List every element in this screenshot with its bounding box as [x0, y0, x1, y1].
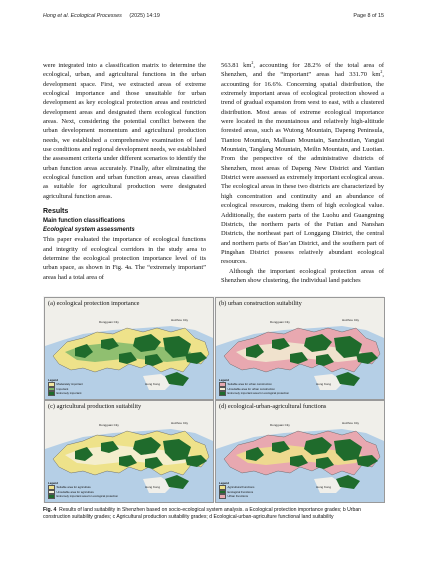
place-label: Hong Kong	[316, 382, 332, 386]
legend-item	[219, 391, 289, 396]
figure-4	[43, 296, 384, 503]
right-column	[221, 61, 384, 285]
legend-item	[48, 391, 83, 396]
legend-item	[48, 494, 118, 499]
map-legend	[219, 482, 254, 499]
legend-item	[219, 494, 254, 499]
place-label: Dongguan City	[99, 320, 119, 324]
paragraph: were integrated into a classification matrix to determine the ecological, urban, and agricultural functions in the urban development space. First, we extracted areas of extreme ecological importance and those unsuitable for urban development as key ecological protection areas and restricted development areas and designated them ecological function areas. Next, considering the potential conflict between the urban development momentum and agricultural production needs, we established a comprehensive examination of land use conditions and regional development needs, we established the assessment criteria under different scenarios to identify the urban function areas accurately. Finally, after eliminating the ecological function and urban function areas, areas classified as suitable for agricultural production were designated agricultural function areas.	[43, 62, 206, 200]
legend-label: Unsuitable area for agriculture	[56, 489, 94, 494]
panel-label: (b) urban construction suitability	[219, 300, 302, 307]
place-label: Huizhou City	[171, 318, 189, 322]
caption-label: Fig. 4	[43, 507, 57, 513]
map-panel-a	[44, 297, 214, 400]
legend-label: Unsuitable area for urban construction	[227, 386, 275, 391]
panel-label: (c) agricultural production suitability	[48, 403, 142, 410]
legend-label: Extremely important area for ecological protection	[56, 494, 119, 499]
place-label: Huizhou City	[342, 421, 360, 425]
subsubsection-title: Ecological system assessments	[43, 227, 135, 234]
legend-label: Important	[56, 386, 69, 391]
running-header-journal	[43, 13, 160, 19]
place-label: Dongguan City	[99, 423, 119, 427]
legend-swatch	[219, 494, 226, 499]
legend-label: Suitable area for urban construction	[227, 382, 272, 387]
page-number: Page 8 of 15	[353, 13, 384, 19]
section-title: Results	[43, 208, 69, 216]
legend-title: Legend	[48, 377, 58, 382]
place-label: Dongguan City	[270, 320, 290, 324]
place-label: Huizhou City	[171, 421, 189, 425]
panel-label: (d) ecological-urban-agricultural functions	[219, 403, 327, 410]
panel-label: (a) ecological protection importance	[48, 300, 140, 307]
place-label: Huizhou City	[342, 318, 360, 322]
journal-volume: (2025) 14:19	[129, 13, 160, 19]
map-panel-b	[215, 297, 385, 400]
caption-text: Results of land suitability in Shenzhen based on socio-ecological system analysis. a Ecological protection importance grades; b Urban construction suitability grades; c Agricultural production suitability grades; d Ecological-urban-agriculture functional land suitability	[43, 507, 361, 520]
place-label: Hong Kong	[145, 485, 161, 489]
legend-swatch	[219, 391, 226, 396]
place-label: Hong Kong	[145, 382, 161, 386]
legend-label: Extremely important area for ecological protection	[227, 391, 290, 396]
legend-title: Legend	[219, 377, 229, 382]
legend-title: Legend	[219, 480, 229, 485]
legend-label: Agricultural Functions	[227, 485, 255, 490]
legend-swatch	[48, 391, 55, 396]
paragraph: Although the important ecological protection areas of Shenzhen show clustering, the individual land patches	[221, 267, 384, 284]
paragraph: This paper evaluated the importance of ecological functions and integrity of ecological corridors in the study area to determine the ecological protection importance level of its urban space, as shown in Fig. 4a. The “extremely important” areas had a total area of	[43, 236, 206, 281]
subsection-title: Main function classifications	[43, 218, 126, 225]
legend-label: Suitable area for agriculture	[56, 485, 91, 490]
map-panel-c	[44, 400, 214, 503]
place-label: Dongguan City	[270, 423, 290, 427]
journal-name: Hong et al. Ecological Processes	[43, 13, 122, 19]
legend-label: Moderately important	[56, 382, 83, 387]
legend-swatch	[48, 494, 55, 499]
paragraph: 563.81 $km^2$, accounting for 28.2% of the total area of Shenzhen, and the “important” areas had 331.70 $km^2$, accounting for 16.6%. Concerning spatial distribution, the extremely important areas of ecological protection showed a trend of gradual expansion from west to east, with a clustered distribution. Most areas of extreme ecological importance were located in the mountainous and relatively high-altitude forested areas, such as Wutong Mountain, Dapeng Peninsula, Tiantou Mountain, Malluan Mountain, Sanzhoutian, Yangtai Mountain, Tanglang Mountain, Meilin Mountain, and Luotian. From the perspective of the administrative districts of Shenzhen, most areas of Dapeng New District and Yantian District were assessed as extremely important ecological areas. The ecological areas in these two districts are characterized by high concentration and continuity and an abundance of ecological resources, making them of high ecological value. Additionally, the eastern parts of the Luohu and Guangming Districts, the northern parts of the Futian and Nanshan Districts, the northeast part of Longgang District, the central and northern parts of Bao’an District, and the southern part of Pingshan District possess relatively abundant ecological resources.	[221, 59, 385, 266]
legend-label: Ecological Functions	[227, 489, 254, 494]
map-panel-d	[215, 400, 385, 503]
legend-label: Extremely important	[56, 391, 82, 396]
legend-title: Legend	[48, 480, 58, 485]
figure-caption	[43, 507, 384, 521]
legend-label: Urban Functions	[227, 494, 249, 499]
map-legend	[219, 379, 289, 396]
place-label: Hong Kong	[316, 485, 332, 489]
map-legend	[48, 379, 83, 396]
left-column	[43, 61, 206, 282]
map-legend	[48, 482, 118, 499]
